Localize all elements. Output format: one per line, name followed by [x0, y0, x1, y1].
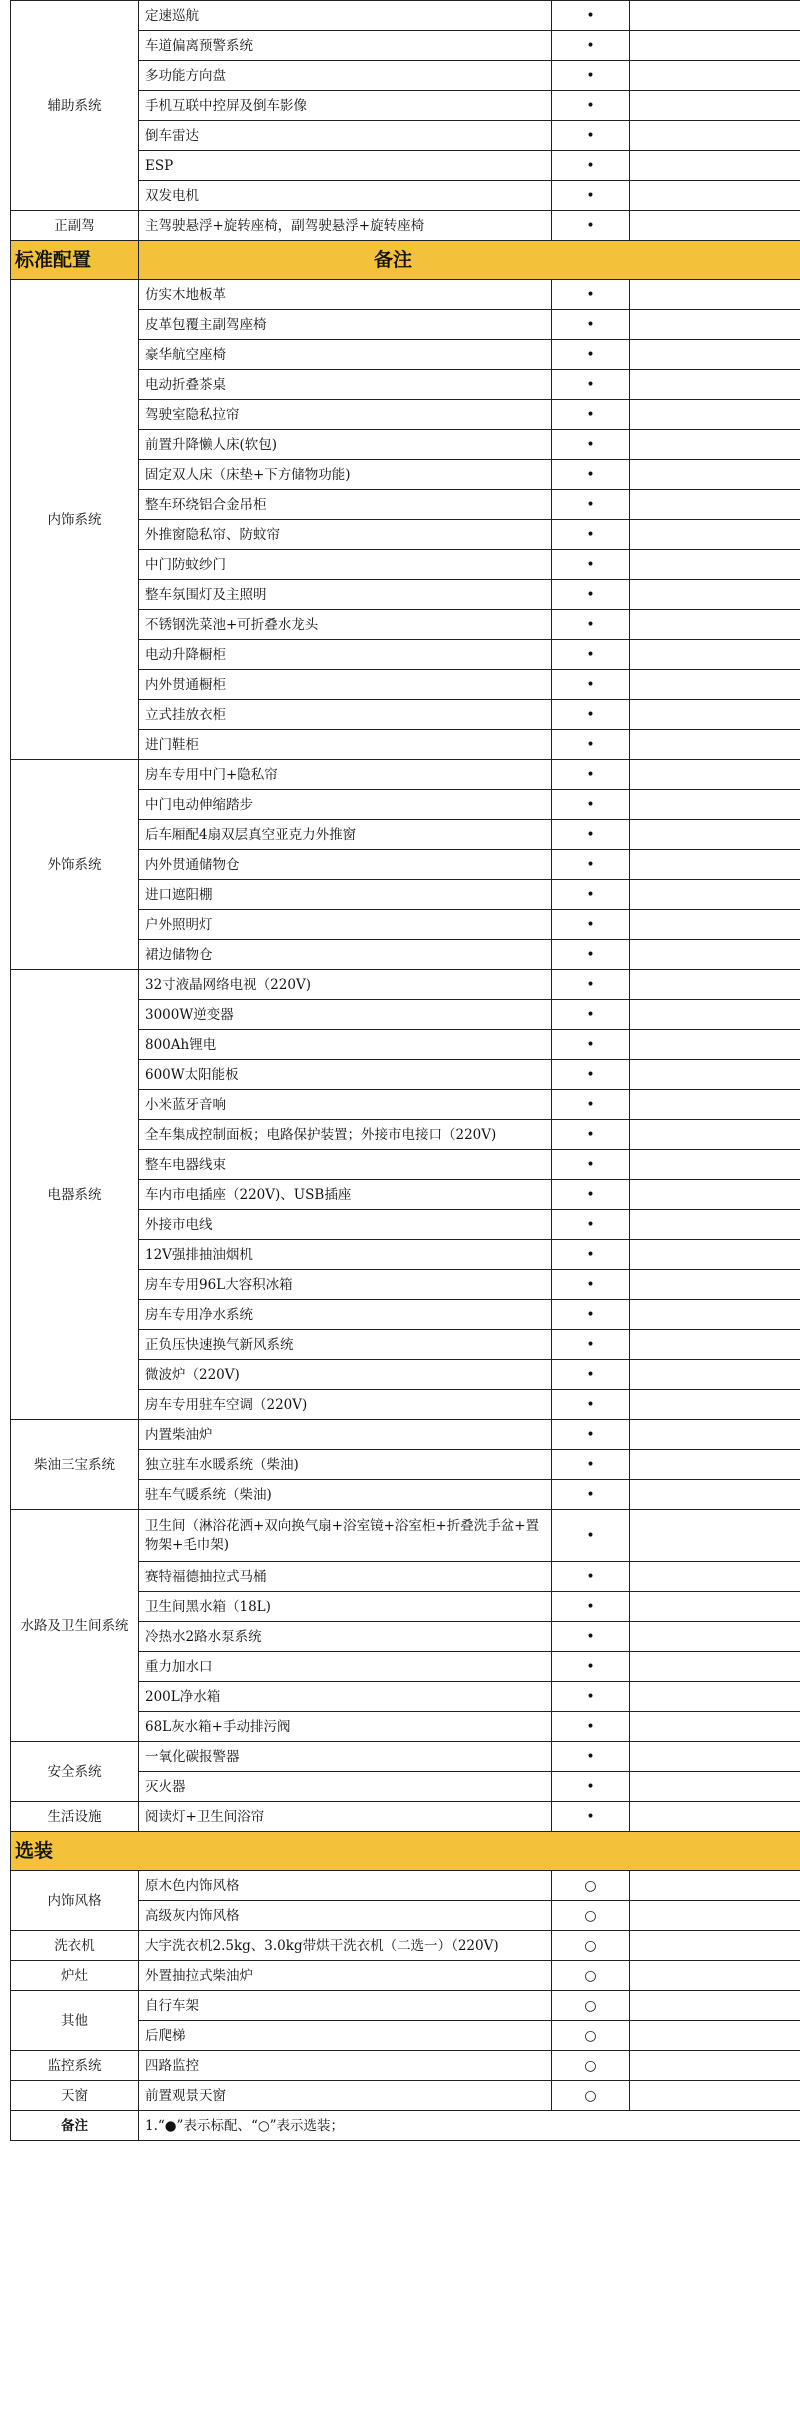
- mark-cell: •: [552, 820, 630, 850]
- item-cell: ESP: [139, 151, 552, 181]
- note-cell: [630, 1592, 800, 1622]
- item-cell: 车道偏离预警系统: [139, 31, 552, 61]
- item-cell: 驻车气暖系统（柴油): [139, 1480, 552, 1510]
- item-cell: 皮革包覆主副驾座椅: [139, 310, 552, 340]
- note-cell: [630, 310, 800, 340]
- footer-text: 1.“●”表示标配、“○”表示选装；: [139, 2111, 800, 2141]
- item-cell: 后车厢配4扇双层真空亚克力外推窗: [139, 820, 552, 850]
- note-cell: [630, 880, 800, 910]
- item-cell: 微波炉（220V): [139, 1360, 552, 1390]
- note-cell: [630, 430, 800, 460]
- item-cell: 电动折叠茶桌: [139, 370, 552, 400]
- item-cell: 豪华航空座椅: [139, 340, 552, 370]
- item-cell: 整车环绕铝合金吊柜: [139, 490, 552, 520]
- mark-cell: •: [552, 1562, 630, 1592]
- item-cell: 一氧化碳报警器: [139, 1742, 552, 1772]
- note-cell: [630, 790, 800, 820]
- item-cell: 内置柴油炉: [139, 1420, 552, 1450]
- item-cell: 正负压快速换气新风系统: [139, 1330, 552, 1360]
- note-cell: [630, 1901, 800, 1931]
- mark-cell: •: [552, 1592, 630, 1622]
- note-cell: [630, 820, 800, 850]
- note-cell: [630, 1510, 800, 1562]
- mark-cell: •: [552, 670, 630, 700]
- mark-cell: •: [552, 700, 630, 730]
- item-cell: 赛特福德抽拉式马桶: [139, 1562, 552, 1592]
- item-cell: 不锈钢洗菜池+可折叠水龙头: [139, 610, 552, 640]
- table-row: [11, 1510, 800, 1562]
- note-cell: [630, 1772, 800, 1802]
- item-cell: 外接市电线: [139, 1210, 552, 1240]
- mark-cell: •: [552, 430, 630, 460]
- mark-cell: •: [552, 1030, 630, 1060]
- category-cell: 安全系统: [11, 1742, 139, 1802]
- mark-cell: •: [552, 580, 630, 610]
- item-cell: 电动升降橱柜: [139, 640, 552, 670]
- note-cell: [630, 1000, 800, 1030]
- mark-cell: •: [552, 730, 630, 760]
- mark-cell: •: [552, 31, 630, 61]
- mark-cell: •: [552, 1000, 630, 1030]
- item-cell: 整车氛围灯及主照明: [139, 580, 552, 610]
- mark-cell: •: [552, 1420, 630, 1450]
- mark-cell: •: [552, 211, 630, 241]
- item-cell: 800Ah锂电: [139, 1030, 552, 1060]
- footer-row: [11, 2111, 800, 2141]
- item-cell: 定速巡航: [139, 1, 552, 31]
- note-cell: [630, 1931, 800, 1961]
- category-cell: 监控系统: [11, 2051, 139, 2081]
- mark-cell: •: [552, 1300, 630, 1330]
- mark-cell: •: [552, 1180, 630, 1210]
- table-row: [11, 2081, 800, 2111]
- mark-cell: •: [552, 1450, 630, 1480]
- mark-cell: ○: [552, 2021, 630, 2051]
- mark-cell: •: [552, 880, 630, 910]
- table-row: [11, 1, 800, 31]
- note-cell: [630, 970, 800, 1000]
- item-cell: 四路监控: [139, 2051, 552, 2081]
- note-cell: [630, 520, 800, 550]
- mark-cell: •: [552, 280, 630, 310]
- mark-cell: •: [552, 850, 630, 880]
- note-cell: [630, 181, 800, 211]
- note-cell: [630, 1240, 800, 1270]
- category-cell: 外饰系统: [11, 760, 139, 970]
- mark-cell: •: [552, 1682, 630, 1712]
- mark-cell: •: [552, 610, 630, 640]
- section-title: 选装: [11, 1832, 800, 1871]
- item-cell: 32寸液晶网络电视（220V): [139, 970, 552, 1000]
- configuration-table: [10, 0, 800, 2141]
- item-cell: 房车专用净水系统: [139, 1300, 552, 1330]
- mark-cell: •: [552, 910, 630, 940]
- note-cell: [630, 1390, 800, 1420]
- note-cell: [630, 2051, 800, 2081]
- item-cell: 内外贯通储物仓: [139, 850, 552, 880]
- item-cell: 进门鞋柜: [139, 730, 552, 760]
- item-cell: 整车电器线束: [139, 1150, 552, 1180]
- table-row: [11, 1991, 800, 2021]
- note-cell: [630, 121, 800, 151]
- mark-cell: •: [552, 1330, 630, 1360]
- item-cell: 小米蓝牙音响: [139, 1090, 552, 1120]
- note-cell: [630, 1652, 800, 1682]
- mark-cell: •: [552, 1120, 630, 1150]
- mark-cell: ○: [552, 2081, 630, 2111]
- mark-cell: •: [552, 1060, 630, 1090]
- mark-cell: •: [552, 940, 630, 970]
- item-cell: 多功能方向盘: [139, 61, 552, 91]
- item-cell: 外置抽拉式柴油炉: [139, 1961, 552, 1991]
- mark-cell: ○: [552, 1931, 630, 1961]
- note-cell: [630, 1961, 800, 1991]
- note-cell: [630, 670, 800, 700]
- note-cell: [630, 1420, 800, 1450]
- note-cell: [630, 1300, 800, 1330]
- mark-cell: ○: [552, 1961, 630, 1991]
- mark-cell: •: [552, 370, 630, 400]
- note-cell: [630, 640, 800, 670]
- table-row: [11, 211, 800, 241]
- mark-cell: •: [552, 1802, 630, 1832]
- mark-cell: •: [552, 1, 630, 31]
- mark-cell: •: [552, 1090, 630, 1120]
- table-row: [11, 760, 800, 790]
- note-cell: [630, 850, 800, 880]
- category-cell: 正副驾: [11, 211, 139, 241]
- note-cell: [630, 1480, 800, 1510]
- table-row: [11, 1871, 800, 1901]
- note-cell: [630, 400, 800, 430]
- mark-cell: •: [552, 91, 630, 121]
- mark-cell: •: [552, 181, 630, 211]
- note-cell: [630, 1210, 800, 1240]
- note-cell: [630, 1180, 800, 1210]
- table-row: [11, 1931, 800, 1961]
- note-cell: [630, 1742, 800, 1772]
- item-cell: 重力加水口: [139, 1652, 552, 1682]
- mark-cell: ○: [552, 1871, 630, 1901]
- note-cell: [630, 760, 800, 790]
- note-cell: [630, 1871, 800, 1901]
- item-cell: 68L灰水箱+手动排污阀: [139, 1712, 552, 1742]
- table-row: [11, 970, 800, 1000]
- item-cell: 户外照明灯: [139, 910, 552, 940]
- note-cell: [630, 211, 800, 241]
- mark-cell: •: [552, 1772, 630, 1802]
- item-cell: 卫生间黑水箱（18L): [139, 1592, 552, 1622]
- item-cell: 主驾驶悬浮+旋转座椅，副驾驶悬浮+旋转座椅: [139, 211, 552, 241]
- item-cell: 阅读灯+卫生间浴帘: [139, 1802, 552, 1832]
- mark-cell: •: [552, 121, 630, 151]
- item-cell: 裙边储物仓: [139, 940, 552, 970]
- note-cell: [630, 1562, 800, 1592]
- note-cell: [630, 280, 800, 310]
- note-cell: [630, 1330, 800, 1360]
- item-cell: 独立驻车水暖系统（柴油): [139, 1450, 552, 1480]
- mark-cell: •: [552, 790, 630, 820]
- mark-cell: •: [552, 1270, 630, 1300]
- mark-cell: •: [552, 151, 630, 181]
- note-cell: [630, 2081, 800, 2111]
- item-cell: 房车专用96L大容积冰箱: [139, 1270, 552, 1300]
- category-cell: 辅助系统: [11, 1, 139, 211]
- category-cell: 电器系统: [11, 970, 139, 1420]
- section-header: [11, 1832, 800, 1871]
- mark-cell: •: [552, 1622, 630, 1652]
- mark-cell: •: [552, 1712, 630, 1742]
- table-row: [11, 1420, 800, 1450]
- mark-cell: •: [552, 550, 630, 580]
- note-cell: [630, 490, 800, 520]
- note-cell: [630, 1622, 800, 1652]
- note-cell: [630, 1802, 800, 1832]
- note-cell: [630, 1120, 800, 1150]
- item-cell: 灭火器: [139, 1772, 552, 1802]
- item-cell: 房车专用驻车空调（220V): [139, 1390, 552, 1420]
- item-cell: 房车专用中门+隐私帘: [139, 760, 552, 790]
- item-cell: 3000W逆变器: [139, 1000, 552, 1030]
- note-cell: [630, 91, 800, 121]
- mark-cell: •: [552, 1480, 630, 1510]
- item-cell: 中门防蚊纱门: [139, 550, 552, 580]
- note-cell: [630, 1712, 800, 1742]
- item-cell: 200L净水箱: [139, 1682, 552, 1712]
- item-cell: 倒车雷达: [139, 121, 552, 151]
- table-row: [11, 1961, 800, 1991]
- note-cell: [630, 550, 800, 580]
- note-cell: [630, 151, 800, 181]
- item-cell: 中门电动伸缩踏步: [139, 790, 552, 820]
- category-cell: 洗衣机: [11, 1931, 139, 1961]
- note-cell: [630, 1991, 800, 2021]
- note-cell: [630, 340, 800, 370]
- section-title: 标准配置: [11, 241, 139, 280]
- note-cell: [630, 610, 800, 640]
- item-cell: 卫生间（淋浴花洒+双向换气扇+浴室镜+浴室柜+折叠洗手盆+置物架+毛巾架): [139, 1510, 552, 1562]
- item-cell: 后爬梯: [139, 2021, 552, 2051]
- mark-cell: •: [552, 520, 630, 550]
- note-cell: [630, 31, 800, 61]
- item-cell: 车内市电插座（220V)、USB插座: [139, 1180, 552, 1210]
- item-cell: 大宇洗衣机2.5kg、3.0kg带烘干洗衣机（二选一）（220V): [139, 1931, 552, 1961]
- mark-cell: •: [552, 1510, 630, 1562]
- item-cell: 固定双人床（床垫+下方储物功能): [139, 460, 552, 490]
- table-row: [11, 1802, 800, 1832]
- item-cell: 进口遮阳棚: [139, 880, 552, 910]
- note-cell: [630, 1030, 800, 1060]
- note-cell: [630, 730, 800, 760]
- mark-cell: •: [552, 310, 630, 340]
- section-header: [11, 241, 800, 280]
- category-cell: 其他: [11, 1991, 139, 2051]
- table-row: [11, 2051, 800, 2081]
- note-cell: [630, 940, 800, 970]
- table-row: [11, 280, 800, 310]
- mark-cell: •: [552, 1742, 630, 1772]
- note-cell: [630, 1360, 800, 1390]
- category-cell: 炉灶: [11, 1961, 139, 1991]
- note-cell: [630, 1090, 800, 1120]
- item-cell: 自行车架: [139, 1991, 552, 2021]
- note-cell: [630, 61, 800, 91]
- spec-sheet: [10, 0, 800, 2141]
- category-cell: 天窗: [11, 2081, 139, 2111]
- mark-cell: •: [552, 61, 630, 91]
- mark-cell: •: [552, 1210, 630, 1240]
- item-cell: 立式挂放衣柜: [139, 700, 552, 730]
- footer-label: 备注: [11, 2111, 139, 2141]
- item-cell: 冷热水2路水泵系统: [139, 1622, 552, 1652]
- note-cell: [630, 1, 800, 31]
- category-cell: 内饰风格: [11, 1871, 139, 1931]
- table-row: [11, 1742, 800, 1772]
- note-cell: [630, 700, 800, 730]
- note-cell: [630, 1682, 800, 1712]
- mark-cell: •: [552, 1240, 630, 1270]
- item-cell: 原木色内饰风格: [139, 1871, 552, 1901]
- item-cell: 前置观景天窗: [139, 2081, 552, 2111]
- category-cell: 内饰系统: [11, 280, 139, 760]
- note-cell: [630, 370, 800, 400]
- category-cell: 生活设施: [11, 1802, 139, 1832]
- mark-cell: ○: [552, 2051, 630, 2081]
- item-cell: 前置升降懒人床(软包): [139, 430, 552, 460]
- item-cell: 外推窗隐私帘、防蚊帘: [139, 520, 552, 550]
- mark-cell: •: [552, 970, 630, 1000]
- note-cell: [630, 910, 800, 940]
- note-cell: [630, 1450, 800, 1480]
- item-cell: 驾驶室隐私拉帘: [139, 400, 552, 430]
- item-cell: 12V强排抽油烟机: [139, 1240, 552, 1270]
- mark-cell: •: [552, 460, 630, 490]
- note-cell: [630, 2021, 800, 2051]
- item-cell: 仿实木地板革: [139, 280, 552, 310]
- mark-cell: ○: [552, 1991, 630, 2021]
- item-cell: 双发电机: [139, 181, 552, 211]
- mark-cell: •: [552, 490, 630, 520]
- note-cell: [630, 580, 800, 610]
- item-cell: 全车集成控制面板；电路保护装置；外接市电接口（220V): [139, 1120, 552, 1150]
- item-cell: 手机互联中控屏及倒车影像: [139, 91, 552, 121]
- note-cell: [630, 460, 800, 490]
- mark-cell: •: [552, 1652, 630, 1682]
- note-cell: [630, 1150, 800, 1180]
- mark-cell: •: [552, 1150, 630, 1180]
- item-cell: 内外贯通橱柜: [139, 670, 552, 700]
- section-note: 备注: [139, 241, 800, 280]
- mark-cell: •: [552, 340, 630, 370]
- item-cell: 600W太阳能板: [139, 1060, 552, 1090]
- mark-cell: •: [552, 1390, 630, 1420]
- mark-cell: •: [552, 1360, 630, 1390]
- item-cell: 高级灰内饰风格: [139, 1901, 552, 1931]
- category-cell: 水路及卫生间系统: [11, 1510, 139, 1742]
- mark-cell: ○: [552, 1901, 630, 1931]
- category-cell: 柴油三宝系统: [11, 1420, 139, 1510]
- note-cell: [630, 1270, 800, 1300]
- mark-cell: •: [552, 760, 630, 790]
- mark-cell: •: [552, 400, 630, 430]
- note-cell: [630, 1060, 800, 1090]
- mark-cell: •: [552, 640, 630, 670]
